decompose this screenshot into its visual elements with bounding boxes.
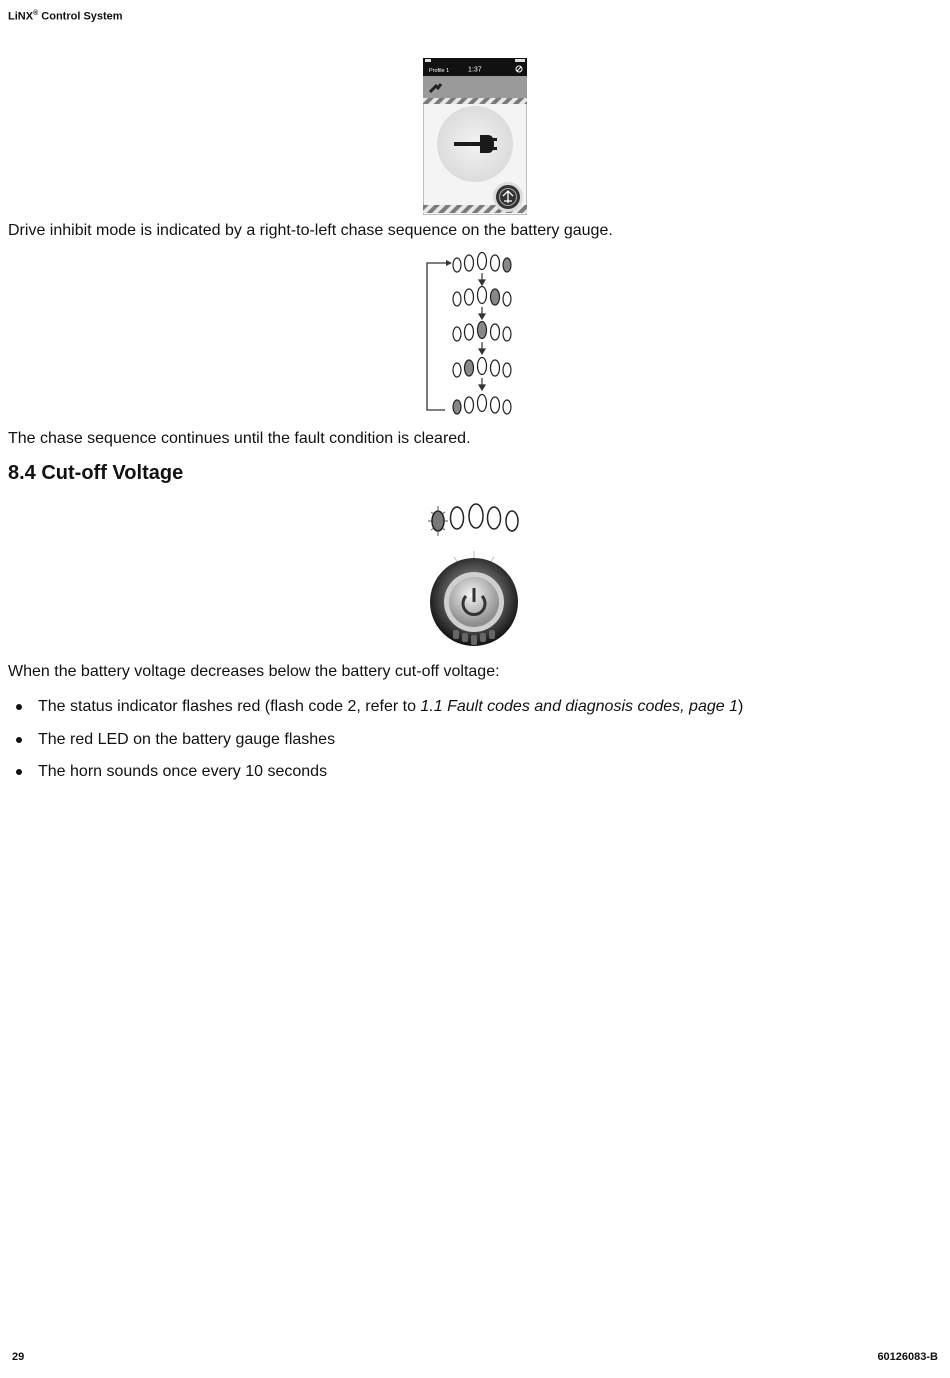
header-title-mark: ® [33, 10, 39, 17]
list-item [14, 730, 743, 763]
screen-time-label: 1:37 [468, 66, 482, 74]
paragraph-chase-continues: The chase sequence continues until the fault condition is cleared. [8, 430, 471, 447]
list-item-text: The horn sounds once every 10 seconds [38, 763, 328, 780]
header-title-rest: Control System [38, 10, 123, 23]
list-item [14, 697, 743, 730]
bullet-dot [16, 769, 22, 775]
running-header [8, 10, 123, 23]
list-item-text-end: ) [737, 698, 744, 715]
screen-profile-label: Profile 1 [429, 68, 450, 74]
cutoff-effects-list [14, 697, 743, 795]
power-button-icon [430, 551, 518, 646]
battery-gauge-and-power-button [424, 498, 528, 656]
chase-sequence-figure [423, 248, 518, 418]
list-item [14, 762, 743, 795]
bullet-dot [16, 737, 22, 743]
list-item-text: The status indicator flashes red (flash code 2, refer to [38, 698, 421, 715]
bullet-dot [16, 704, 22, 710]
cutoff-voltage-figure [424, 498, 528, 656]
header-title-main: LiNX [8, 10, 34, 23]
paragraph-drive-inhibit: Drive inhibit mode is indicated by a right-to-left chase sequence on the battery gauge. [8, 222, 613, 239]
section-heading: 8.4 Cut-off Voltage [8, 462, 184, 484]
page-number: 29 [12, 1351, 25, 1363]
chase-sequence-diagram [423, 248, 518, 418]
battery-gauge-icon [428, 504, 518, 536]
paragraph-cutoff-intro: When the battery voltage decreases below the battery cut-off voltage: [8, 663, 500, 680]
display-screen-illustration [423, 58, 527, 215]
display-screen-figure [423, 58, 527, 215]
cross-reference-link[interactable]: 1.1 Fault codes and diagnosis codes, page 1 [420, 698, 738, 715]
list-item-text: The red LED on the battery gauge flashes [38, 730, 336, 748]
document-id: 60126083-B [877, 1351, 938, 1363]
drive-mode-icon[interactable] [493, 182, 523, 212]
